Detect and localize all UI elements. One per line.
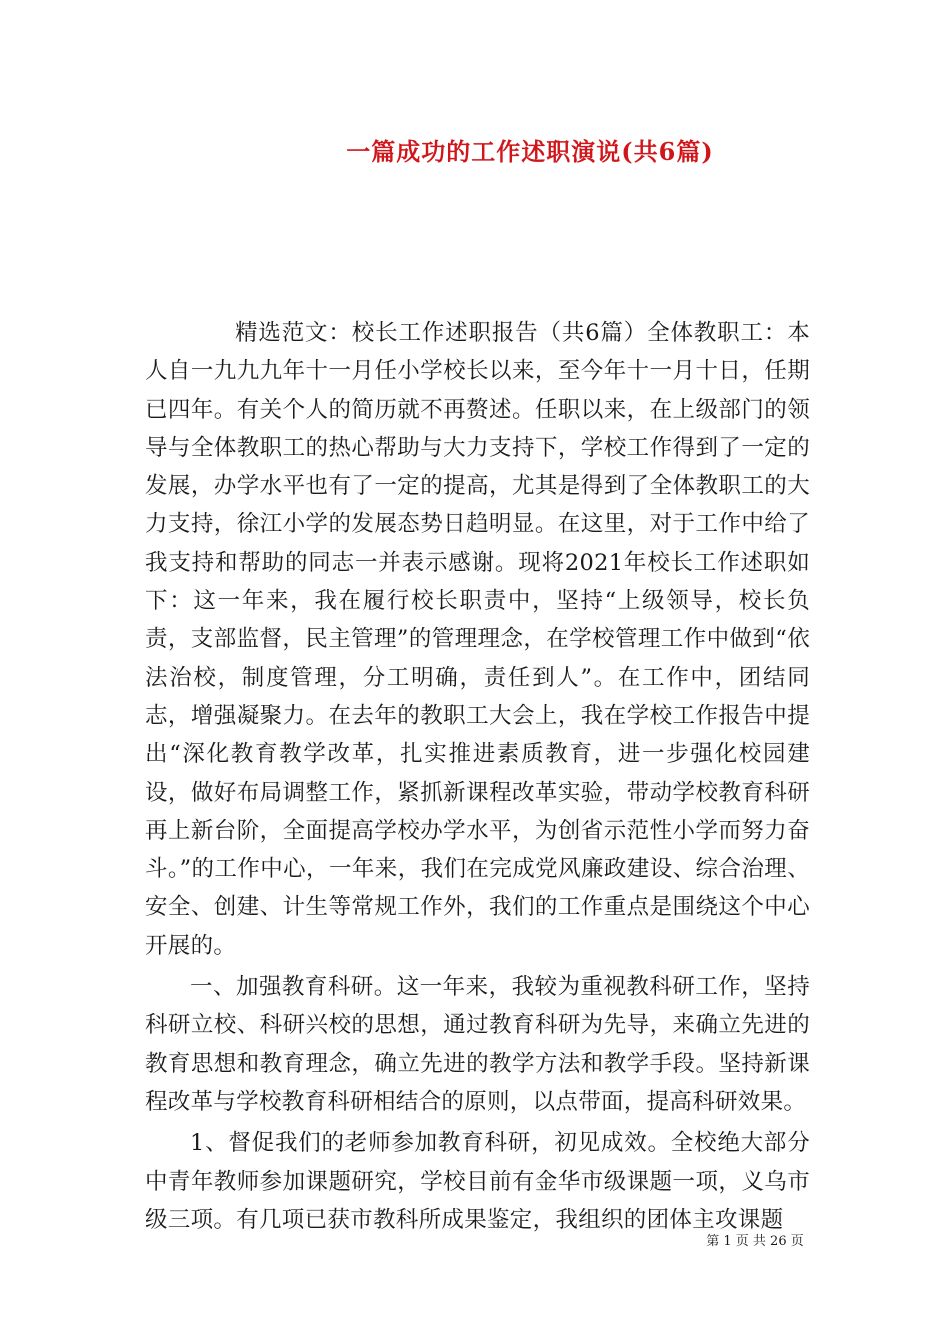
paragraph-section-one: 一、加强教育科研。这一年来，我较为重视教科研工作，坚持科研立校、科研兴校的思想，通过教育科研为先导，来确立先进的教育思想和教育理念，确立先进的教学方法和教学手段。坚持新课程改革与学校教育科研相结合的原则，以点带面，提高科研效果。 [145, 974, 810, 1115]
page-number-footer: 第 1 页 共 26 页 [706, 1234, 804, 1249]
paragraph-intro: 精选范文：校长工作述职报告（共6篇）全体教职工：本人自一九九九年十一月任小学校长以来，至今年十一月十日，任期已四年。有关个人的简历就不再赘述。任职以来，在上级部门的领导与全体教职工的热心帮助与大力支持下，学校工作得到了一定的发展，办学水平也有了一定的提高，尤其是得到了全体教职工的大力支持，徐江小学的发展态势日趋明显。在这里，对于工作中给了我支持和帮助的同志一并表示感谢。现将2021年校长工作述职如下：这一年来，我在履行校长职责中，坚持“上级领导，校长负责，支部监督，民主管理”的管理理念，在学校管理工作中做到“依法治校，制度管理，分工明确，责任到人”。在工作中，团结同志，增强凝聚力。在去年的教职工大会上，我在学校工作报告中提出“深化教育教学改革，扎实推进素质教育，进一步强化校园建设，做好布局调整工作，紧抓新课程改革实验，带动学校教育科研再上新台阶，全面提高学校办学水平，为创省示范性小学而努力奋斗。”的工作中心，一年来，我们在完成党风廉政建设、综合治理、安全、创建、计生等常规工作外，我们的工作重点是围绕这个中心开展的。 [145, 320, 810, 959]
paragraph-item-one: 1、督促我们的老师参加教育科研，初见成效。全校绝大部分中青年教师参加课题研究，学校目前有金华市级课题一项，义乌市级三项。有几项已获市教科所成果鉴定，我组织的团体主攻课题 [145, 1130, 810, 1233]
document-body [145, 314, 810, 1239]
document-title: 一篇成功的工作述职演说(共6篇) [346, 137, 714, 166]
